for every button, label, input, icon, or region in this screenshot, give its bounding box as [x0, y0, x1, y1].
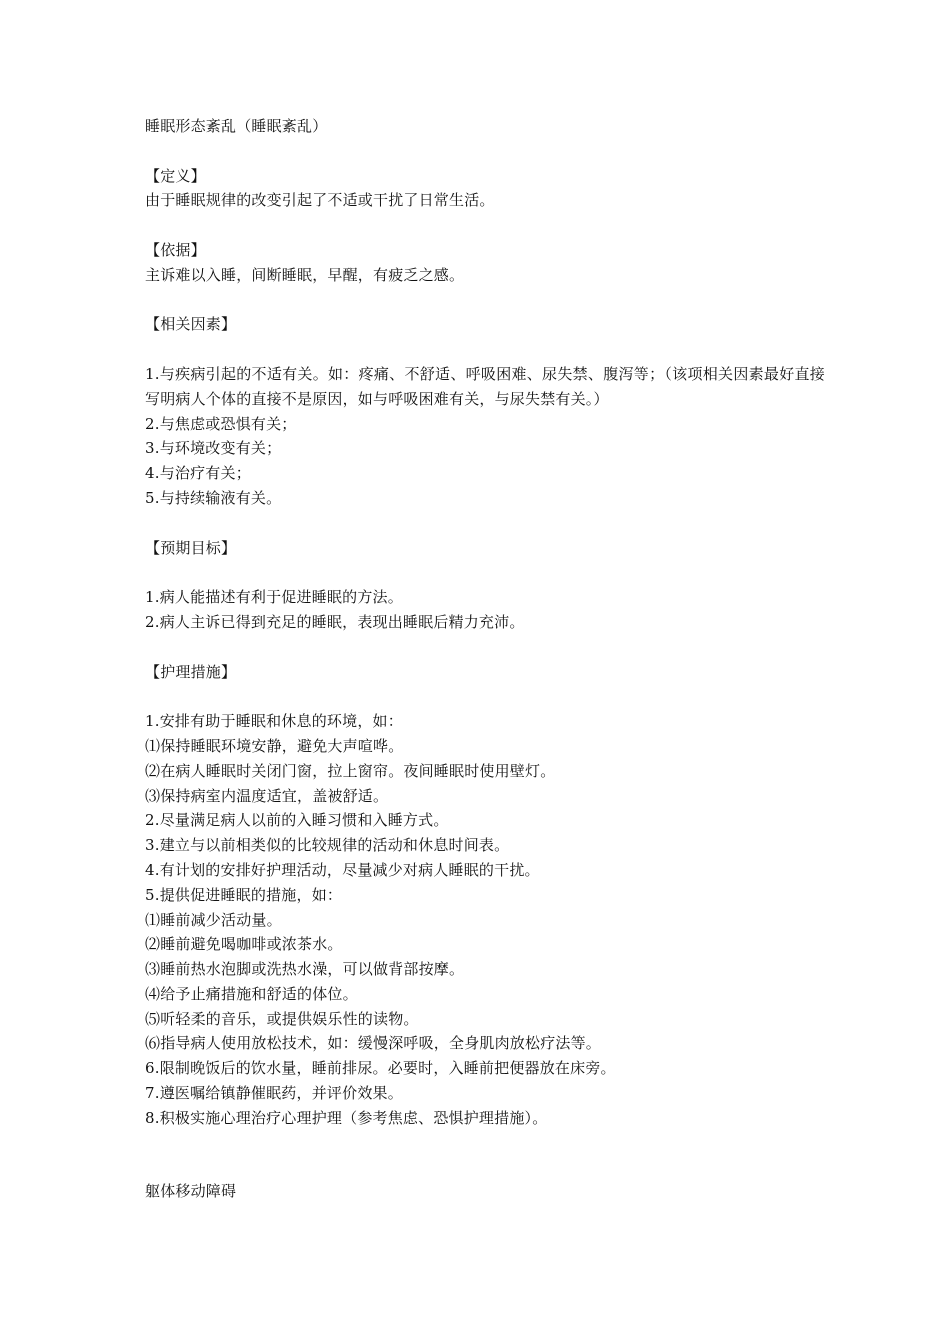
- measure-subitem: ⑶保持病室内温度适宜，盖被舒适。: [145, 786, 389, 805]
- measure-item: 5.提供促进睡眠的措施，如：: [145, 885, 343, 904]
- measure-item: 3.建立与以前相类似的比较规律的活动和休息时间表。: [145, 836, 510, 855]
- measure-subitem: ⑴睡前减少活动量。: [145, 910, 282, 929]
- factor-item: 5.与持续输液有关。: [145, 488, 282, 507]
- factor-item: 1.与疾病引起的不适有关。如：疼痛、不舒适、呼吸困难、尿失禁、腹泻等；（该项相关因素最好直接写明病人个体的直接不是原因，如与呼吸困难有关，与尿失禁有关。）: [145, 364, 825, 408]
- factor-item: 3.与环境改变有关；: [145, 439, 282, 458]
- measures-heading: 【护理措施】: [145, 662, 237, 681]
- definition-heading: 【定义】: [145, 166, 206, 185]
- basis-heading: 【依据】: [145, 240, 206, 259]
- measure-subitem: ⑶睡前热水泡脚或洗热水澡，可以做背部按摩。: [145, 960, 465, 979]
- factors-heading: 【相关因素】: [145, 315, 237, 334]
- measure-subitem: ⑴保持睡眠环境安静，避免大声喧哗。: [145, 736, 404, 755]
- next-diagnosis-title: 躯体移动障碍: [145, 1181, 237, 1200]
- factor-item: 2.与焦虑或恐惧有关；: [145, 414, 297, 433]
- measure-subitem: ⑵睡前避免喝咖啡或浓茶水。: [145, 935, 343, 954]
- document-body: [145, 114, 825, 1203]
- measure-item: 7.遵医嘱给镇静催眠药，并评价效果。: [145, 1084, 403, 1103]
- goals-heading: 【预期目标】: [145, 538, 237, 557]
- measure-subitem: ⑹指导病人使用放松技术，如：缓慢深呼吸，全身肌肉放松疗法等。: [145, 1034, 602, 1053]
- factor-item: 4.与治疗有关；: [145, 464, 251, 483]
- definition-text: 由于睡眠规律的改变引起了不适或干扰了日常生活。: [145, 191, 495, 210]
- measure-item: 1.安排有助于睡眠和休息的环境，如：: [145, 712, 403, 731]
- goal-item: 1.病人能描述有利于促进睡眠的方法。: [145, 588, 403, 607]
- measure-item: 4.有计划的安排好护理活动，尽量减少对病人睡眠的干扰。: [145, 860, 540, 879]
- diagnosis-title: 睡眠形态紊乱（睡眠紊乱）: [145, 117, 328, 135]
- basis-text: 主诉难以入睡，间断睡眠，早醒，有疲乏之感。: [145, 265, 465, 284]
- measure-item: 2.尽量满足病人以前的入睡习惯和入睡方式。: [145, 811, 449, 830]
- measure-subitem: ⑸听轻柔的音乐，或提供娱乐性的读物。: [145, 1009, 419, 1028]
- measure-subitem: ⑷给予止痛措施和舒适的体位。: [145, 984, 358, 1003]
- measure-item: 6.限制晚饭后的饮水量，睡前排尿。必要时，入睡前把便器放在床旁。: [145, 1059, 616, 1078]
- measure-subitem: ⑵在病人睡眠时关闭门窗，拉上窗帘。夜间睡眠时使用壁灯。: [145, 761, 556, 780]
- goal-item: 2.病人主诉已得到充足的睡眠，表现出睡眠后精力充沛。: [145, 612, 525, 631]
- measure-item: 8.积极实施心理治疗心理护理（参考焦虑、恐惧护理措施）。: [145, 1108, 548, 1127]
